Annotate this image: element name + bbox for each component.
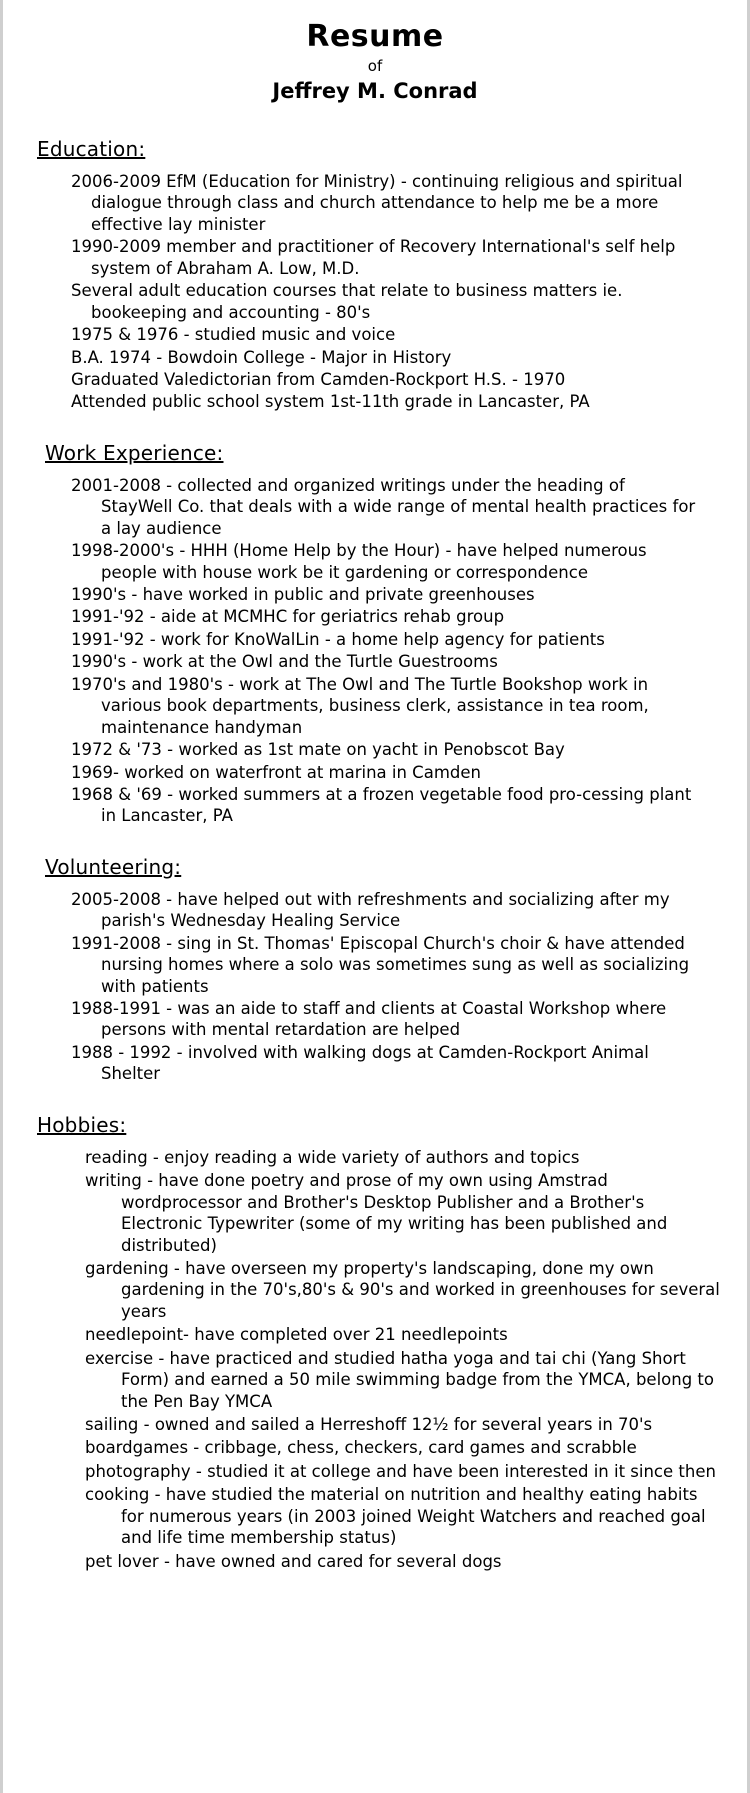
list-item: 1991-'92 - work for KnoWalLin - a home help agency for patients	[71, 629, 605, 649]
list-item: 1990's - work at the Owl and the Turtle Guestrooms	[71, 652, 498, 672]
list-item: sailing - owned and sailed a Herreshoff 12½ for several years in 70's	[85, 1415, 653, 1434]
section-work-experience	[23, 441, 727, 827]
section-education	[23, 137, 727, 413]
list-item: 2005-2008 - have helped out with refreshments and socializing after my parish's Wednesday Healing Service	[71, 889, 670, 931]
title-of-label: of	[367, 57, 383, 75]
education-entry-list	[23, 171, 727, 413]
page-title: Resume	[306, 19, 444, 54]
section-hobbies	[23, 1113, 727, 1572]
section-heading-education: Education:	[37, 137, 146, 161]
candidate-name: Jeffrey M. Conrad	[272, 79, 478, 103]
section-heading-hobbies: Hobbies:	[37, 1112, 127, 1137]
list-item: 1998-2000's - HHH (Home Help by the Hour) - have helped numerous people with house work be it gardening or correspondence	[71, 541, 647, 582]
section-heading-volunteering: Volunteering:	[45, 854, 182, 879]
list-item: exercise - have practiced and studied hatha yoga and tai chi (Yang Short Form) and earned a 50 mile swimming badge from the YMCA, belong to the Pen Bay YMCA	[85, 1348, 714, 1411]
section-spacer	[23, 433, 727, 441]
list-item: cooking - have studied the material on nutrition and healthy eating habits for numerous years (in 2003 joined Weight Watchers and reached goal and life time membership status)	[85, 1485, 706, 1548]
list-item: 1968 & '69 - worked summers at a frozen vegetable food pro-cessing plant in Lancaster, PA	[71, 784, 692, 826]
list-item: 1969- worked on waterfront at marina in Camden	[71, 762, 481, 782]
list-item: 1990-2009 member and practitioner of Recovery International's self help system of Abraham A. Low, M.D.	[71, 237, 676, 278]
list-item: reading - enjoy reading a wide variety of authors and topics	[85, 1147, 580, 1167]
list-item: B.A. 1974 - Bowdoin College - Major in History	[71, 347, 452, 367]
list-item: 1991-'92 - aide at MCMHC for geriatrics rehab group	[71, 607, 505, 627]
section-volunteering	[23, 855, 727, 1085]
list-item: boardgames - cribbage, chess, checkers, card games and scrabble	[85, 1438, 637, 1458]
section-heading-work-experience: Work Experience:	[45, 440, 224, 465]
list-item: 2006-2009 EfM (Education for Ministry) - continuing religious and spiritual dialogue through class and church attendance to help me be a more effective lay minister	[71, 172, 683, 234]
list-item: photography - studied it at college and have been interested in it since then	[85, 1461, 716, 1481]
list-item: 1988 - 1992 - involved with walking dogs at Camden-Rockport Animal Shelter	[71, 1042, 649, 1084]
list-item: writing - have done poetry and prose of my own using Amstrad wordprocessor and Brother's Desktop Publisher and a Brother's Electronic Typewriter (some of my writing has been published and distributed)	[85, 1171, 668, 1255]
list-item: Graduated Valedictorian from Camden-Rockport H.S. - 1970	[71, 369, 566, 389]
work-entry-list	[23, 475, 727, 827]
list-item: 1991-2008 - sing in St. Thomas' Episcopal Church's choir & have attended nursing homes where a solo was sometimes sung as well as socializing with patients	[71, 933, 690, 996]
section-spacer	[23, 847, 727, 855]
list-item: 1972 & '73 - worked as 1st mate on yacht in Penobscot Bay	[71, 740, 565, 760]
list-item: needlepoint- have completed over 21 needlepoints	[85, 1325, 508, 1345]
list-item: gardening - have overseen my property's landscaping, done my own gardening in the 70's,80's & 90's and worked in greenhouses for several years	[85, 1258, 720, 1321]
list-item: Attended public school system 1st-11th grade in Lancaster, PA	[71, 392, 590, 412]
list-item: 1988-1991 - was an aide to staff and clients at Coastal Workshop where persons with mental retardation are helped	[71, 999, 667, 1040]
list-item: 1975 & 1976 - studied music and voice	[71, 325, 396, 345]
section-spacer	[23, 1105, 727, 1113]
list-item: Several adult education courses that relate to business matters ie. bookeeping and accounting - 80's	[71, 281, 623, 322]
list-item: 2001-2008 - collected and organized writings under the heading of StayWell Co. that deals with a wide range of mental health practices for a lay audience	[71, 475, 696, 538]
volunteering-entry-list	[23, 889, 727, 1085]
list-item: 1990's - have worked in public and private greenhouses	[71, 585, 535, 604]
list-item: 1970's and 1980's - work at The Owl and The Turtle Bookshop work in various book departments, business clerk, assistance in tea room, maintenance handyman	[71, 674, 649, 737]
list-item: pet lover - have owned and cared for several dogs	[85, 1551, 502, 1571]
hobbies-entry-list	[23, 1147, 727, 1572]
title-block	[23, 20, 727, 103]
